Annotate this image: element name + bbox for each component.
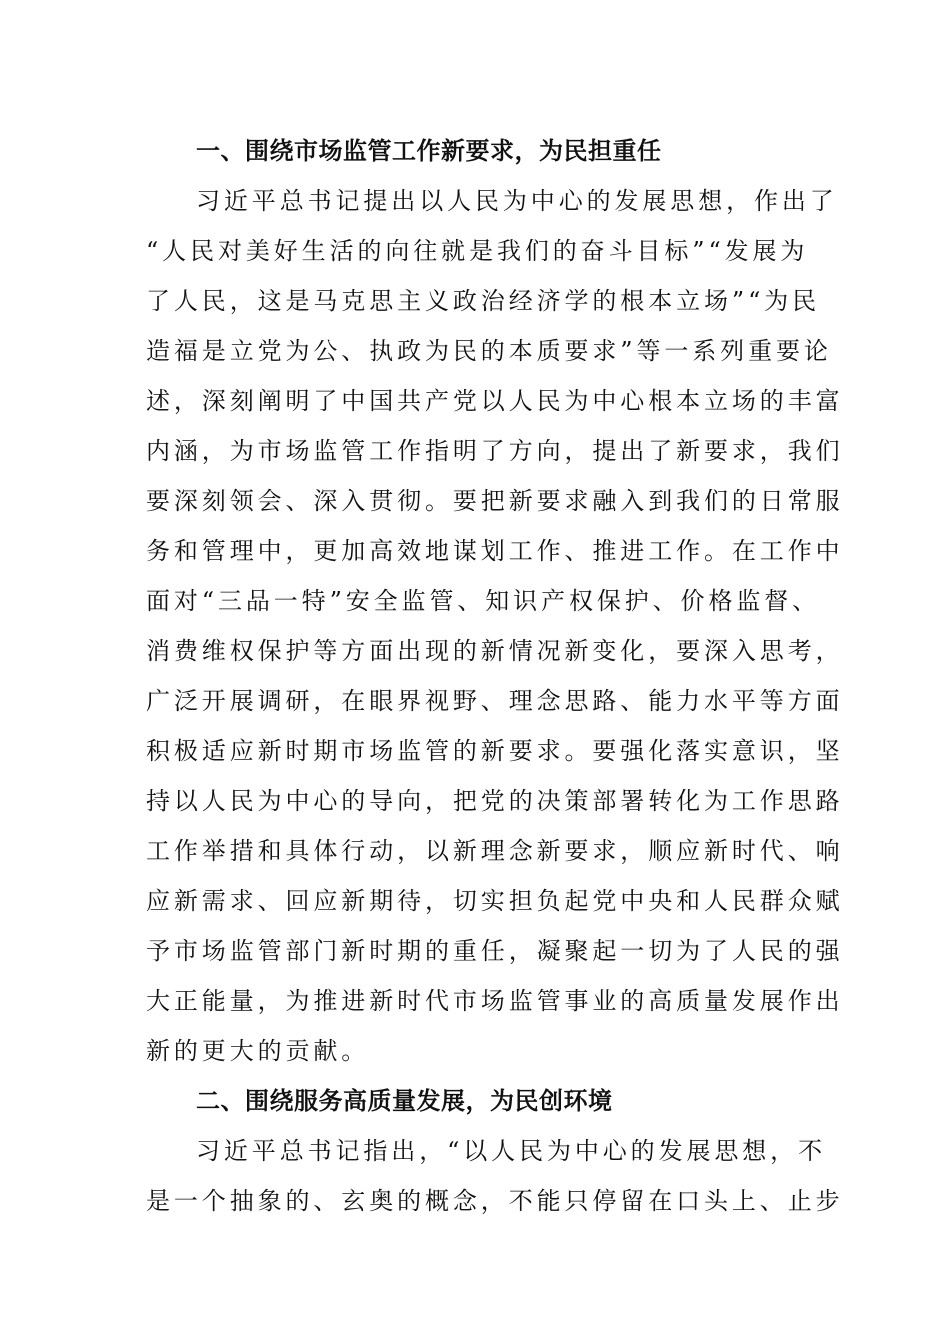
- paragraph-1-line-15: 应新需求、回应新期待，切实担负起党中央和人民群众赋: [146, 887, 844, 915]
- paragraph-1-line-12: 积极适应新时期市场监管的新要求。要强化落实意识，坚: [146, 737, 844, 765]
- section-heading-1: 一、围绕市场监管工作新要求，为民担重任: [196, 137, 662, 165]
- paragraph-1-line-14: 工作举措和具体行动，以新理念新要求，顺应新时代、响: [146, 837, 844, 865]
- paragraph-1-line-3: 了人民，这是马克思主义政治经济学的根本立场”“为民: [146, 287, 821, 315]
- paragraph-1-line-6: 内涵，为市场监管工作指明了方向，提出了新要求，我们: [146, 437, 844, 465]
- paragraph-1-line-4: 造福是立党为公、执政为民的本质要求”等一系列重要论: [146, 337, 832, 365]
- paragraph-1-line-1: 习近平总书记提出以人民为中心的发展思想，作出了: [196, 187, 838, 215]
- paragraph-1-line-16: 予市场监管部门新时期的重任，凝聚起一切为了人民的强: [146, 937, 844, 965]
- section-heading-2: 二、围绕服务高质量发展，为民创环境: [196, 1087, 613, 1115]
- paragraph-1-line-7: 要深刻领会、深入贯彻。要把新要求融入到我们的日常服: [146, 487, 844, 515]
- paragraph-2-line-1: 习近平总书记指出，“以人民为中心的发展思想，不: [196, 1137, 826, 1165]
- paragraph-1-line-5: 述，深刻阐明了中国共产党以人民为中心根本立场的丰富: [146, 387, 844, 415]
- paragraph-1-line-10: 消费维权保护等方面出现的新情况新变化，要深入思考，: [146, 637, 844, 665]
- paragraph-1-line-18: 新的更大的贡献。: [146, 1037, 370, 1065]
- paragraph-1-line-9: 面对“三品一特”安全监管、知识产权保护、价格监督、: [146, 587, 821, 615]
- paragraph-1-line-2: “人民对美好生活的向往就是我们的奋斗目标”“发展为: [146, 237, 809, 265]
- paragraph-1-line-8: 务和管理中，更加高效地谋划工作、推进工作。在工作中: [146, 537, 844, 565]
- paragraph-1-line-13: 持以人民为中心的导向，把党的决策部署转化为工作思路: [146, 787, 844, 815]
- paragraph-1-line-11: 广泛开展调研，在眼界视野、理念思路、能力水平等方面: [146, 687, 844, 715]
- paragraph-2-line-2: 是一个抽象的、玄奥的概念，不能只停留在口头上、止步: [146, 1187, 844, 1215]
- paragraph-1-line-17: 大正能量，为推进新时代市场监管事业的高质量发展作出: [146, 987, 844, 1015]
